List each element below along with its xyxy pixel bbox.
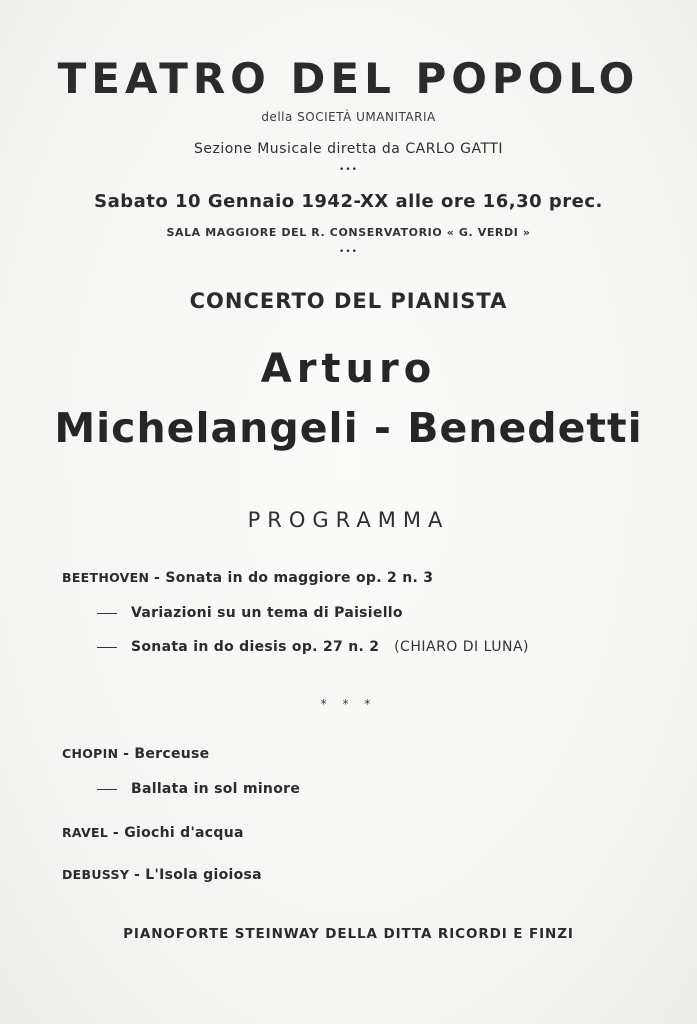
program-heading: PROGRAMMA <box>247 508 450 532</box>
composer-name: CHOPIN <box>62 746 119 761</box>
dash-icon <box>97 613 117 614</box>
program-item: BEETHOVEN - Sonata in do maggiore op. 2 n. 3 <box>62 570 434 586</box>
work-title: Ballata in sol minore <box>131 781 301 797</box>
program-item: DEBUSSY - L'Isola gioiosa <box>62 867 262 883</box>
performer-first-name: Arturo <box>260 346 437 392</box>
work-title: L'Isola gioiosa <box>145 867 262 883</box>
program-item: CHOPIN - Berceuse <box>62 746 210 762</box>
work-title: Sonata in do maggiore op. 2 n. 3 <box>165 570 434 586</box>
society-line: della SOCIETÀ UMANITARIA <box>261 110 436 124</box>
work-title: Variazioni su un tema di Paisiello <box>131 605 403 621</box>
performer-surname: Michelangeli - Benedetti <box>54 404 643 452</box>
work-title: Sonata in do diesis op. 27 n. 2 <box>131 639 380 655</box>
dash-icon <box>97 647 117 648</box>
concert-date-time: Sabato 10 Gennaio 1942-XX alle ore 16,30 prec. <box>94 191 603 212</box>
work-subtitle: (CHIARO DI LUNA) <box>394 639 529 655</box>
concert-venue: SALA MAGGIORE DEL R. CONSERVATORIO « G. VERDI » <box>166 226 531 239</box>
composer-name: DEBUSSY <box>62 867 130 882</box>
music-section-line: Sezione Musicale diretta da CARLO GATTI <box>193 141 504 157</box>
dash-icon <box>97 789 117 790</box>
program-item <box>97 605 403 621</box>
program-item <box>97 781 300 797</box>
program-item: RAVEL - Giochi d'acqua <box>62 825 244 841</box>
concert-label: CONCERTO DEL PIANISTA <box>189 289 508 313</box>
separator-dots: ••• <box>339 247 358 257</box>
separator-dots: ••• <box>339 165 358 175</box>
composer-name: RAVEL <box>62 825 109 840</box>
work-title: Berceuse <box>134 746 210 762</box>
theatre-title: TEATRO DEL POPOLO <box>57 54 640 103</box>
program-divider: * * * <box>320 697 377 711</box>
work-title: Giochi d'acqua <box>124 825 244 841</box>
composer-name: BEETHOVEN <box>62 570 150 585</box>
piano-supplier-note: PIANOFORTE STEINWAY DELLA DITTA RICORDI E FINZI <box>123 926 574 942</box>
program-item <box>97 639 529 655</box>
